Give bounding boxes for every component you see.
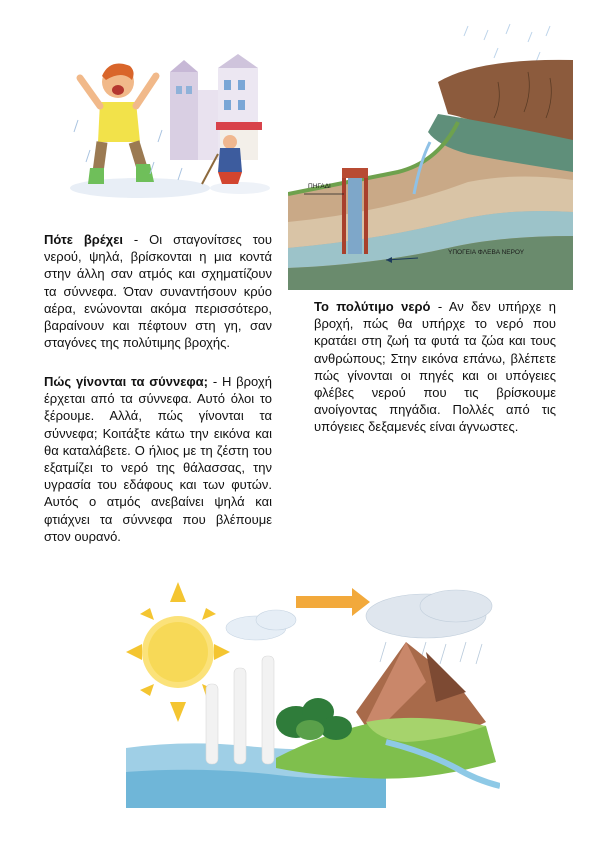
well-label: ΠΗΓΑΔΙ bbox=[308, 183, 331, 190]
body-pote-vrexei: - Οι σταγονίτσες του νερού, ψηλά, βρίσκονται η μια κοντά στην άλλη σαν ατμός και σχηματίζουν τα σύννεφα. Όταν συναντήσουν κρύο αέρα, ενώνονται ακόμα περισσότερο, βαραίνουν και πέφτουν στη γη, σαν σταγόνες της πολύτιμης βροχής. bbox=[44, 232, 272, 351]
child-rain-illustration bbox=[70, 50, 270, 200]
vein-label: ΥΠΟΓΕΙΑ ΦΛΕΒΑ ΝΕΡΟΥ bbox=[448, 249, 525, 256]
heading-polytimo-nero: Το πολύτιμο νερό bbox=[314, 299, 431, 314]
paragraph-polytimo-nero bbox=[314, 298, 556, 436]
water-cycle-illustration bbox=[126, 572, 500, 808]
groundwater-diagram bbox=[288, 22, 573, 290]
heading-pos-ginontai: Πώς γίνονται τα σύννεφα; bbox=[44, 374, 209, 389]
paragraph-pote-vrexei bbox=[44, 231, 272, 351]
body-pos-ginontai: - Η βροχή έρχεται από τα σύννεφα. Αυτό όλοι το ξέρουμε. Αλλά, πώς γίνονται τα σύννεφα; Κοιτάξτε κάτω την εικόνα και θα καταλάβετε. Ο ήλιος με τη ζέστη του εξατμίζει το νερό της θάλασσας, την υγρασία του εδάφους και των φυτών. Αυτός ο ατμός ανεβαίνει ψηλά και φτιάχνει τα σύννεφα που βλέπουμε στον ουρανό. bbox=[44, 374, 272, 544]
heading-pote-vrexei: Πότε βρέχει bbox=[44, 232, 123, 247]
body-polytimo-nero: - Αν δεν υπήρχε η βροχή, πώς θα υπήρχε το νερό που κρατάει στη ζωή τα φυτά τα ζώα και τους ανθρώπους; Στην εικόνα επάνω, βλέπετε πώς γίνονται οι πηγές και οι υπόγειες φλέβες νερού που τις βρίσκουμε ανοίγοντας πηγάδια. Πολλές από τις υπόγειες δεξαμενές είναι άγνωστες. bbox=[314, 299, 556, 435]
paragraph-pos-ginontai bbox=[44, 373, 272, 545]
